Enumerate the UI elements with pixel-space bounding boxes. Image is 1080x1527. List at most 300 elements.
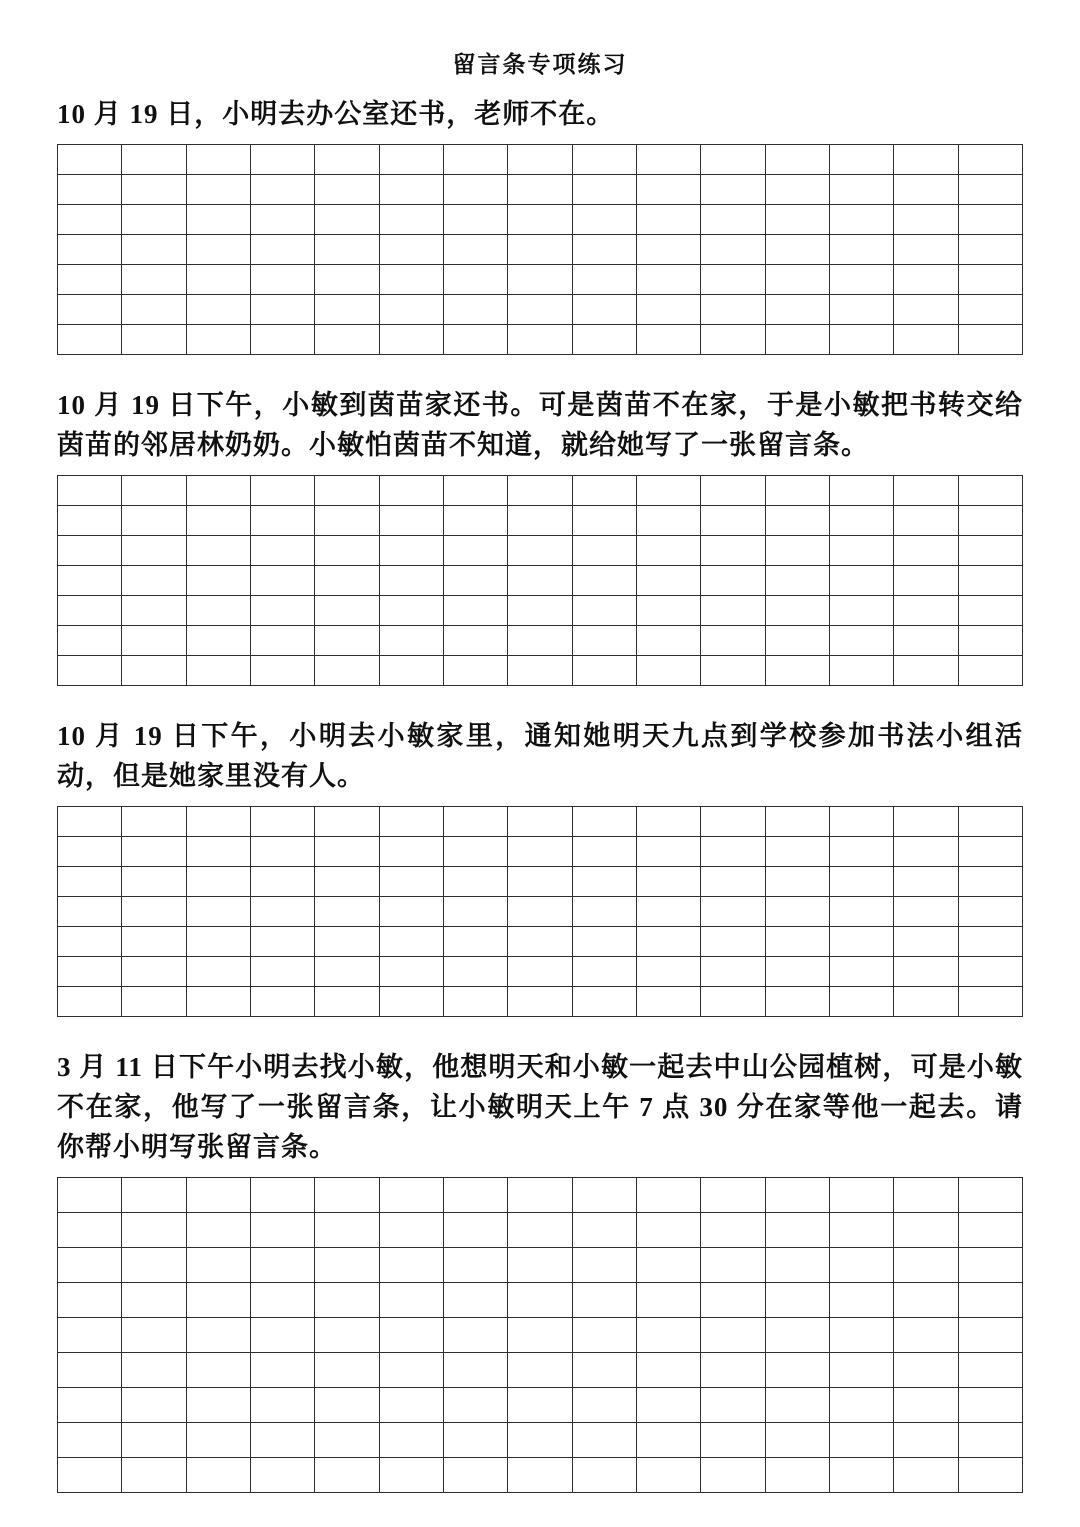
grid-row — [58, 175, 1023, 205]
grid-cell — [636, 536, 700, 566]
grid-cell — [958, 295, 1022, 325]
grid-cell — [122, 656, 186, 686]
grid-cell — [186, 506, 250, 536]
grid-cell — [122, 295, 186, 325]
grid-cell — [572, 897, 636, 927]
grid-cell — [250, 1318, 314, 1353]
grid-cell — [508, 867, 572, 897]
grid-cell — [379, 175, 443, 205]
grid-cell — [122, 1213, 186, 1248]
grid-cell — [508, 506, 572, 536]
grid-cell — [958, 265, 1022, 295]
grid-cell — [122, 175, 186, 205]
task-prompt: 10 月 19 日下午，小敏到茵苗家还书。可是茵苗不在家，于是小敏把书转交给茵苗的邻居林奶奶。小敏怕茵苗不知道，就给她写了一张留言条。 — [57, 390, 1023, 460]
grid-cell — [58, 1388, 122, 1423]
grid-cell — [58, 295, 122, 325]
grid-cell — [636, 897, 700, 927]
grid-cell — [443, 1178, 507, 1213]
grid-cell — [829, 205, 893, 235]
grid-cell — [315, 656, 379, 686]
grid-row — [58, 987, 1023, 1017]
grid-cell — [572, 626, 636, 656]
grid-cell — [250, 325, 314, 355]
grid-cell — [636, 325, 700, 355]
grid-cell — [572, 235, 636, 265]
grid-cell — [894, 837, 958, 867]
grid-row — [58, 927, 1023, 957]
grid-cell — [443, 1248, 507, 1283]
grid-cell — [186, 1353, 250, 1388]
grid-cell — [443, 626, 507, 656]
grid-cell — [443, 506, 507, 536]
grid-cell — [572, 325, 636, 355]
grid-row — [58, 536, 1023, 566]
grid-cell — [572, 927, 636, 957]
grid-cell — [508, 927, 572, 957]
grid-cell — [250, 1213, 314, 1248]
grid-cell — [572, 1213, 636, 1248]
grid-cell — [701, 506, 765, 536]
grid-cell — [829, 265, 893, 295]
grid-cell — [315, 145, 379, 175]
grid-cell — [572, 1388, 636, 1423]
grid-cell — [508, 1248, 572, 1283]
grid-cell — [508, 536, 572, 566]
grid-cell — [829, 1353, 893, 1388]
grid-cell — [572, 656, 636, 686]
grid-cell — [186, 987, 250, 1017]
grid-cell — [701, 1388, 765, 1423]
grid-cell — [315, 295, 379, 325]
grid-cell — [894, 867, 958, 897]
grid-cell — [379, 656, 443, 686]
grid-cell — [443, 897, 507, 927]
grid-cell — [894, 175, 958, 205]
grid-cell — [315, 626, 379, 656]
grid-cell — [250, 1458, 314, 1493]
task-prompt: 3 月 11 日下午小明去找小敏，他想明天和小敏一起去中山公园植树，可是小敏不在家，他写了一张留言条，让小敏明天上午 7 点 30 分在家等他一起去。请你帮小明写张留言条。 — [57, 1052, 1023, 1162]
grid-cell — [701, 837, 765, 867]
grid-cell — [186, 1423, 250, 1458]
grid-cell — [765, 987, 829, 1017]
grid-cell — [508, 1178, 572, 1213]
grid-cell — [508, 566, 572, 596]
grid-cell — [122, 1178, 186, 1213]
grid-cell — [379, 536, 443, 566]
grid-cell — [508, 235, 572, 265]
grid-cell — [443, 1283, 507, 1318]
grid-cell — [765, 325, 829, 355]
grid-cell — [58, 265, 122, 295]
grid-row — [58, 265, 1023, 295]
grid-cell — [572, 867, 636, 897]
grid-cell — [572, 476, 636, 506]
grid-cell — [315, 175, 379, 205]
grid-cell — [894, 1283, 958, 1318]
grid-cell — [315, 927, 379, 957]
grid-cell — [443, 1423, 507, 1458]
grid-row — [58, 145, 1023, 175]
grid-cell — [186, 1388, 250, 1423]
grid-cell — [443, 1213, 507, 1248]
grid-row — [58, 807, 1023, 837]
grid-cell — [58, 566, 122, 596]
grid-cell — [315, 1353, 379, 1388]
grid-cell — [829, 897, 893, 927]
task-section-2 — [57, 385, 1023, 686]
grid-cell — [765, 626, 829, 656]
grid-cell — [765, 1213, 829, 1248]
grid-cell — [829, 476, 893, 506]
grid-cell — [636, 1458, 700, 1493]
grid-cell — [58, 506, 122, 536]
grid-cell — [508, 265, 572, 295]
grid-cell — [765, 205, 829, 235]
grid-cell — [58, 1178, 122, 1213]
grid-row — [58, 1283, 1023, 1318]
grid-cell — [636, 566, 700, 596]
grid-cell — [315, 596, 379, 626]
grid-cell — [443, 656, 507, 686]
grid-cell — [765, 506, 829, 536]
grid-cell — [701, 987, 765, 1017]
grid-cell — [58, 205, 122, 235]
grid-cell — [572, 1458, 636, 1493]
grid-cell — [572, 596, 636, 626]
writing-grid — [57, 144, 1023, 355]
grid-cell — [636, 596, 700, 626]
grid-cell — [572, 1248, 636, 1283]
grid-cell — [829, 1423, 893, 1458]
grid-row — [58, 1178, 1023, 1213]
grid-cell — [122, 1248, 186, 1283]
grid-cell — [701, 626, 765, 656]
grid-cell — [958, 566, 1022, 596]
grid-cell — [765, 145, 829, 175]
grid-cell — [958, 1388, 1022, 1423]
grid-cell — [122, 536, 186, 566]
grid-cell — [250, 987, 314, 1017]
grid-row — [58, 1458, 1023, 1493]
grid-cell — [122, 807, 186, 837]
grid-cell — [443, 536, 507, 566]
writing-grid-table — [57, 475, 1023, 686]
grid-cell — [508, 175, 572, 205]
grid-cell — [829, 506, 893, 536]
grid-cell — [508, 145, 572, 175]
grid-cell — [765, 536, 829, 566]
grid-row — [58, 1213, 1023, 1248]
grid-cell — [58, 957, 122, 987]
task-prompt: 10 月 19 日，小明去办公室还书，老师不在。 — [57, 99, 615, 129]
grid-cell — [765, 235, 829, 265]
grid-cell — [765, 1248, 829, 1283]
grid-cell — [443, 476, 507, 506]
grid-cell — [572, 1353, 636, 1388]
grid-cell — [443, 295, 507, 325]
grid-cell — [58, 596, 122, 626]
grid-cell — [894, 596, 958, 626]
grid-row — [58, 1388, 1023, 1423]
grid-cell — [443, 1458, 507, 1493]
grid-cell — [958, 1178, 1022, 1213]
grid-cell — [958, 1353, 1022, 1388]
grid-cell — [701, 596, 765, 626]
grid-row — [58, 566, 1023, 596]
grid-cell — [958, 325, 1022, 355]
grid-cell — [122, 1353, 186, 1388]
grid-cell — [894, 265, 958, 295]
grid-cell — [508, 325, 572, 355]
grid-cell — [315, 807, 379, 837]
grid-cell — [829, 807, 893, 837]
grid-cell — [122, 1423, 186, 1458]
grid-cell — [315, 1178, 379, 1213]
grid-cell — [250, 536, 314, 566]
grid-cell — [122, 987, 186, 1017]
grid-cell — [701, 145, 765, 175]
grid-cell — [315, 235, 379, 265]
grid-cell — [829, 927, 893, 957]
writing-grid — [57, 1177, 1023, 1493]
grid-cell — [572, 205, 636, 235]
grid-cell — [572, 837, 636, 867]
grid-cell — [58, 175, 122, 205]
grid-cell — [186, 897, 250, 927]
grid-cell — [443, 265, 507, 295]
grid-cell — [186, 265, 250, 295]
grid-cell — [250, 235, 314, 265]
grid-cell — [701, 656, 765, 686]
grid-cell — [829, 987, 893, 1017]
grid-cell — [122, 626, 186, 656]
grid-cell — [379, 596, 443, 626]
grid-cell — [379, 265, 443, 295]
grid-cell — [379, 626, 443, 656]
grid-cell — [765, 1458, 829, 1493]
grid-cell — [379, 476, 443, 506]
grid-cell — [829, 957, 893, 987]
grid-cell — [122, 927, 186, 957]
grid-cell — [186, 175, 250, 205]
grid-cell — [379, 1248, 443, 1283]
grid-cell — [186, 596, 250, 626]
writing-grid — [57, 806, 1023, 1017]
grid-row — [58, 867, 1023, 897]
grid-cell — [250, 807, 314, 837]
grid-cell — [508, 987, 572, 1017]
grid-cell — [379, 1178, 443, 1213]
grid-cell — [572, 566, 636, 596]
grid-cell — [701, 1283, 765, 1318]
grid-cell — [958, 1213, 1022, 1248]
grid-cell — [315, 837, 379, 867]
grid-cell — [443, 927, 507, 957]
grid-cell — [443, 325, 507, 355]
grid-cell — [636, 807, 700, 837]
grid-cell — [765, 596, 829, 626]
grid-cell — [894, 897, 958, 927]
grid-cell — [829, 1283, 893, 1318]
grid-cell — [379, 1353, 443, 1388]
grid-cell — [122, 235, 186, 265]
grid-cell — [701, 476, 765, 506]
grid-cell — [250, 656, 314, 686]
grid-cell — [250, 1178, 314, 1213]
grid-cell — [765, 1178, 829, 1213]
grid-cell — [958, 1423, 1022, 1458]
grid-cell — [765, 1318, 829, 1353]
grid-cell — [958, 807, 1022, 837]
grid-cell — [379, 506, 443, 536]
grid-cell — [58, 1283, 122, 1318]
grid-row — [58, 1423, 1023, 1458]
grid-cell — [958, 837, 1022, 867]
task-section-1 — [57, 94, 1023, 355]
grid-cell — [58, 927, 122, 957]
grid-cell — [894, 325, 958, 355]
grid-cell — [572, 987, 636, 1017]
grid-cell — [572, 1423, 636, 1458]
grid-cell — [58, 1423, 122, 1458]
grid-cell — [250, 897, 314, 927]
grid-cell — [829, 235, 893, 265]
grid-cell — [250, 1423, 314, 1458]
grid-cell — [250, 867, 314, 897]
grid-cell — [122, 476, 186, 506]
grid-cell — [379, 566, 443, 596]
grid-cell — [379, 205, 443, 235]
grid-cell — [186, 536, 250, 566]
grid-cell — [701, 1178, 765, 1213]
grid-cell — [122, 566, 186, 596]
grid-cell — [122, 897, 186, 927]
grid-cell — [829, 837, 893, 867]
grid-cell — [572, 957, 636, 987]
writing-grid-table — [57, 806, 1023, 1017]
grid-cell — [765, 957, 829, 987]
grid-cell — [636, 1248, 700, 1283]
grid-cell — [636, 1353, 700, 1388]
grid-cell — [636, 1213, 700, 1248]
grid-cell — [894, 1248, 958, 1283]
grid-cell — [636, 1318, 700, 1353]
grid-cell — [508, 1353, 572, 1388]
grid-cell — [122, 1283, 186, 1318]
grid-cell — [894, 807, 958, 837]
grid-row — [58, 295, 1023, 325]
grid-cell — [829, 1458, 893, 1493]
grid-cell — [894, 957, 958, 987]
grid-cell — [315, 205, 379, 235]
grid-cell — [765, 566, 829, 596]
grid-row — [58, 656, 1023, 686]
grid-cell — [572, 1178, 636, 1213]
grid-cell — [636, 205, 700, 235]
grid-cell — [315, 897, 379, 927]
grid-row — [58, 1353, 1023, 1388]
grid-cell — [701, 1248, 765, 1283]
grid-cell — [894, 1423, 958, 1458]
grid-cell — [508, 295, 572, 325]
grid-cell — [58, 1213, 122, 1248]
grid-cell — [443, 1388, 507, 1423]
grid-cell — [443, 1353, 507, 1388]
grid-cell — [636, 626, 700, 656]
grid-cell — [829, 566, 893, 596]
grid-cell — [443, 566, 507, 596]
grid-cell — [765, 837, 829, 867]
task-section-3 — [57, 716, 1023, 1017]
grid-cell — [379, 807, 443, 837]
grid-cell — [186, 235, 250, 265]
grid-cell — [186, 325, 250, 355]
grid-cell — [186, 1178, 250, 1213]
grid-cell — [508, 1213, 572, 1248]
grid-cell — [186, 927, 250, 957]
grid-cell — [315, 987, 379, 1017]
grid-cell — [508, 596, 572, 626]
grid-cell — [894, 987, 958, 1017]
page-title: 留言条专项练习 — [452, 52, 628, 77]
grid-cell — [379, 1283, 443, 1318]
grid-cell — [315, 1248, 379, 1283]
grid-row — [58, 1248, 1023, 1283]
grid-cell — [572, 807, 636, 837]
grid-cell — [829, 1318, 893, 1353]
grid-cell — [379, 957, 443, 987]
task-section-4 — [57, 1047, 1023, 1493]
grid-row — [58, 897, 1023, 927]
grid-cell — [508, 1388, 572, 1423]
grid-cell — [636, 957, 700, 987]
grid-cell — [508, 205, 572, 235]
grid-cell — [58, 807, 122, 837]
grid-cell — [379, 867, 443, 897]
grid-cell — [765, 1388, 829, 1423]
grid-cell — [186, 566, 250, 596]
grid-cell — [572, 1283, 636, 1318]
grid-cell — [379, 1423, 443, 1458]
grid-cell — [379, 987, 443, 1017]
grid-cell — [765, 1283, 829, 1318]
grid-cell — [250, 1353, 314, 1388]
grid-cell — [315, 867, 379, 897]
grid-cell — [58, 1353, 122, 1388]
grid-cell — [508, 1283, 572, 1318]
grid-cell — [508, 807, 572, 837]
grid-cell — [508, 626, 572, 656]
grid-cell — [315, 506, 379, 536]
grid-cell — [701, 927, 765, 957]
grid-cell — [379, 897, 443, 927]
grid-cell — [379, 145, 443, 175]
grid-cell — [122, 867, 186, 897]
grid-cell — [765, 1353, 829, 1388]
grid-cell — [572, 295, 636, 325]
grid-cell — [508, 837, 572, 867]
grid-cell — [958, 175, 1022, 205]
grid-cell — [250, 566, 314, 596]
grid-cell — [186, 205, 250, 235]
grid-cell — [829, 175, 893, 205]
grid-cell — [508, 897, 572, 927]
grid-cell — [701, 1423, 765, 1458]
grid-cell — [122, 265, 186, 295]
grid-cell — [572, 175, 636, 205]
grid-cell — [958, 596, 1022, 626]
grid-cell — [250, 506, 314, 536]
